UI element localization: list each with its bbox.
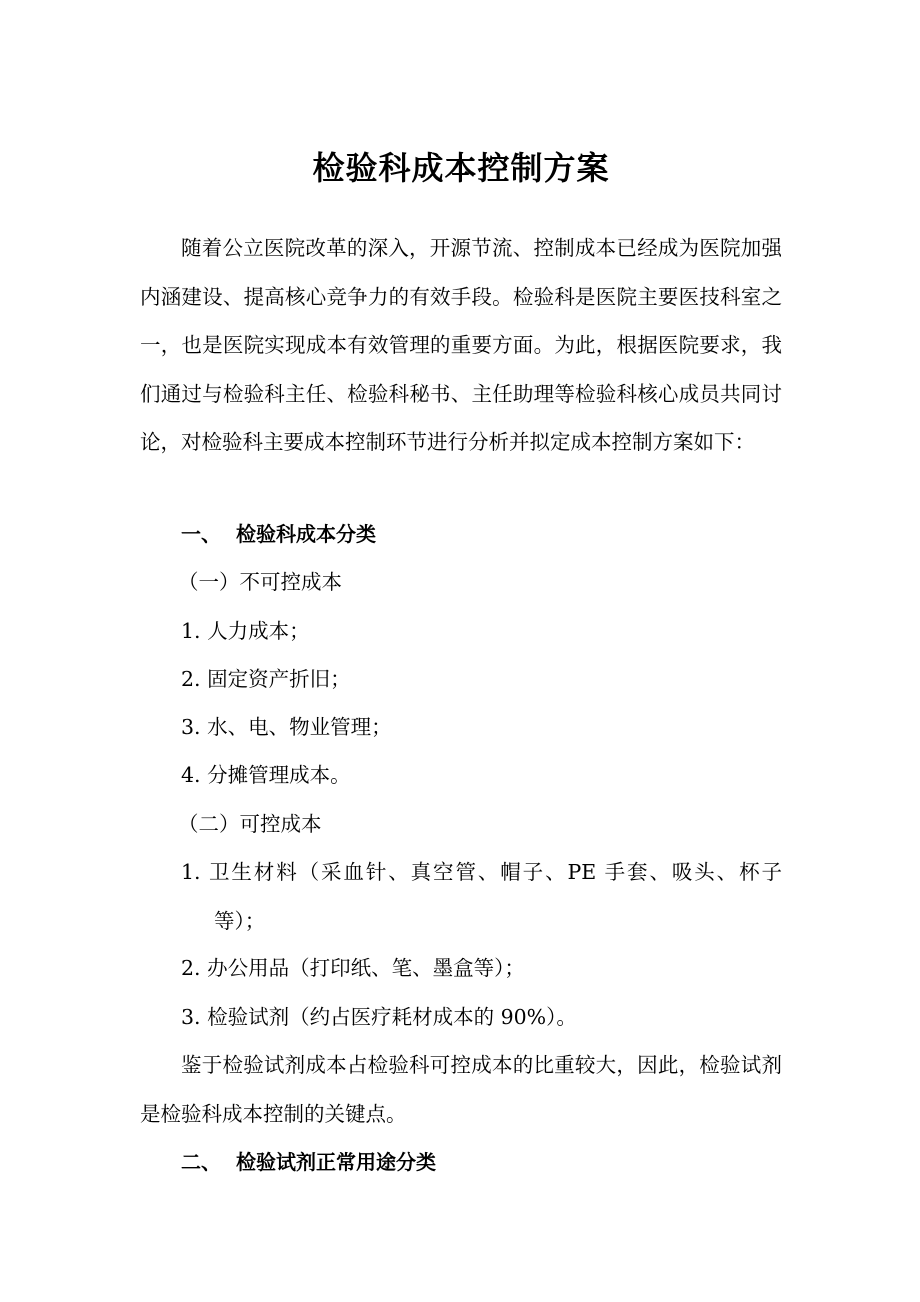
list-item: 4. 分摊管理成本。 [181,763,351,787]
section-1-title: 检验科成本分类 [236,522,376,546]
section-2-heading [181,1138,782,1186]
list-item: 3. 检验试剂（约占医疗耗材成本的 90%）。 [181,1005,577,1029]
document-title: 检验科成本控制方案 [312,149,610,187]
list-item: 3. 水、电、物业管理； [181,715,392,739]
list-item: 1. 人力成本； [181,619,310,643]
section-1-number: 一、 [181,522,221,546]
subsection-controllable-title: （二）可控成本 [178,812,322,836]
list-item: 2. 固定资产折旧； [181,667,351,691]
conclusion-paragraph: 鉴于检验试剂成本占检验科可控成本的比重较大，因此，检验试剂是检验科成本控制的关键点。 [140,1053,782,1126]
section-2-number: 二、 [181,1150,221,1174]
subsection-uncontrollable-title: （一）不可控成本 [178,570,342,594]
list-item: 1. 卫生材料（采血针、真空管、帽子、PE 手套、吸头、杯子等）； [181,860,782,933]
intro-paragraph: 随着公立医院改革的深入，开源节流、控制成本已经成为医院加强内涵建设、提高核心竞争力的有效手段。检验科是医院主要医技科室之一，也是医院实现成本有效管理的重要方面。为此，根据医院要求，我们通过与检验科主任、检验科秘书、主任助理等检验科核心成员共同讨论，对检验科主要成本控制环节进行分析并拟定成本控制方案如下： [140,236,782,454]
section-2-title: 检验试剂正常用途分类 [236,1150,436,1174]
section-1-heading [181,510,782,558]
list-item: 2. 办公用品（打印纸、笔、墨盒等）； [181,956,525,980]
